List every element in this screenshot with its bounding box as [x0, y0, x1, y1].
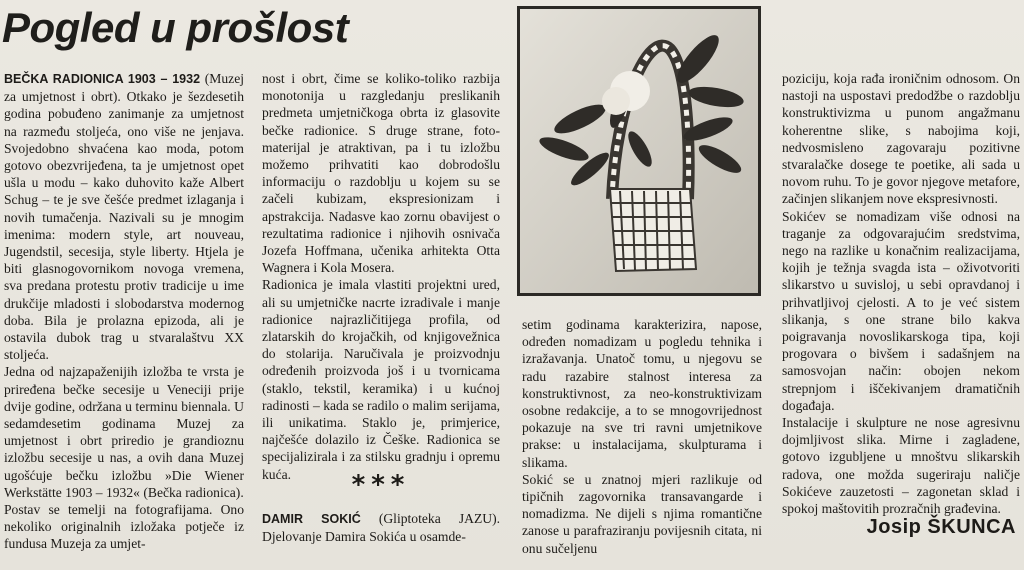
section-lead-becka-radionica: BEČKA RADIONICA 1903 – 1932 — [4, 72, 201, 86]
column-2-tail-text: (Gliptoteka JAZU). Djelovanje Damira Sokića u osamde- — [262, 511, 500, 545]
article-headline: Pogled u prošlost — [2, 4, 349, 51]
section-lead-damir-sokic: DAMIR SOKIĆ — [262, 512, 361, 526]
column-2-text: nost i obrt, čime se koliko-toliko razbija monotonija u razgledanju preslikanih predmeta umjetničkoga obrta iz glasovite bečke radionice. S druge strane, foto-materijal je atraktivan, pa i tu izložbu možemo prihvatiti kao dobrodošlu informaciju o razdoblju u kojem su se začeli kubizam, ekspresionizam i apstrakcija. Nadasve kao zornu obavijest o rezultatima radionice i njihovih osnivača Jozefa Hoffmana, učenika arhitekta Otta Wagnera i Kola Mosera. Radionica je imala vlastiti projektni ured, ali su umjetničke nacrte izradivale i manje radionice najrazličitijega profila, od zlatarskih do krojačkih, od knjigovežnica do stolarija. Naručivala je proizvodnju određenih proizvoda još i u tvornicama (staklo, tekstil, keramika) i u kućnoj radinosti – kada se radilo o malim serijama, ili unikatima. Staklo je, primjerice, najčešće dolazilo iz Češke. Radionica se specijalizirala i za stilsku gradnju i opremu kuća. — [262, 71, 500, 482]
author-signature: Josip ŠKUNCA — [866, 516, 1016, 538]
section-separator: *** — [351, 470, 411, 500]
article-column-1 — [4, 70, 244, 553]
article-column-2 — [262, 70, 500, 483]
basket-plant-photo-icon — [520, 9, 758, 293]
article-column-2-tail — [262, 510, 500, 545]
column-3-text: setim godinama karakterizira, napose, određen nomadizam u pogledu tehnika i izražavanja. Unatoč tomu, u njegovu se radu razabire stalnost interesa za konstruktivnost, za neo-konstruktivizam osobne redakcije, a to se mnogovrijednost pokazuje na sve tri ravni umjetnikove prakse: u instalacijama, skulpturama i slikama. Sokić se u znatnoj mjeri razlikuje od tipičnih zagovornika transavangarde i nomadizma. Ne dijeli s njima romantične zanose u parafraziranju povijesnih citata, ni onu sučeljenu — [522, 317, 762, 556]
article-column-4 — [782, 70, 1020, 517]
column-4-text: poziciju, koja rađa ironičnim odnosom. On nastoji na uspostavi predodžbe o razdoblju konstruktivizma u punom angažmanu koherentne slike, s nabojima koji, nedvosmisleno zagovaraju pozitivne stvaralačke dosege te poetike, ali sada u novom ruhu. To je govor njegove metafore, začinjen slikanjem nove ekspresivnosti. Sokićev se nomadizam više odnosi na traganje za odgovarajućim sredstvima, nego na razlike u konačnim realizacijama, kojih je težnja svagda ista – oživotvoriti slikarstvo u suvisloj, u sebi opravdanoj i prihvatljivoj cjelosti. A to je već sistem slikanja, s one strane bilo kakva poigravanja novoslikarskoga tipa, koji progovara o bivšem i sadašnjem na samosvojan način: obojen nekom strepnjom i iščekivanjem dramatičnih događaja. Instalacije i skulpture ne nose agresivnu dojmljivost slika. Mirne i zagladene, gotovo izgubljene u mnoštvu slikarskih radova, one možda sugeriraju naličje Sokićeve zauzetosti – zagonetan sklad i spokoj maštovitih prozračnih građevina. — [782, 71, 1020, 517]
article-column-3 — [522, 316, 762, 557]
column-1-text: (Muzej za umjetnost i obrt). Otkako je šezdesetih godina pobuđeno zanimanje za umjetnost na razmeđu stoljeća, ono više ne jenjava. Svojedobno shvaćena kao moda, potom gotovo obezvrijeđena, ta je umjetnost opet ušla u modu – kako duhovito kaže Albert Schug – te je sve češće predmet izlaganja i novih tumačenja. Nazivali su je mnogim imenima: modern style, art nouveau, Jugendstil, secesija, style liberty. Htjela je biti glasnogovornikom novoga vremena, sva predana protestu protiv tradicije u ime drukčije mladosti i slobodarstva modernog doba. Bila je prolazna epizoda, ali je ostavila dubok trag u stvaralaštvu XX stoljeća. Jedna od najzapaženijih izložba te vrsta je priređena bečke secesije u Veneciji prije dvije godine, održana u terminu biennala. U sedamdesetim godinama Muzej za umjetnost i obrt priredio je grandioznu izložbu secesije u nas, a ovih dana Muzej ugošćuje bečku izložbu »Die Wiener Werkstätte 1903 – 1932« (Bečka radionica). Postav se temelji na fotografijama. Ono nekoliko originalnih izložaka potječe iz fundusa Muzeja za umjet- — [4, 71, 245, 552]
artwork-photo — [517, 6, 761, 296]
